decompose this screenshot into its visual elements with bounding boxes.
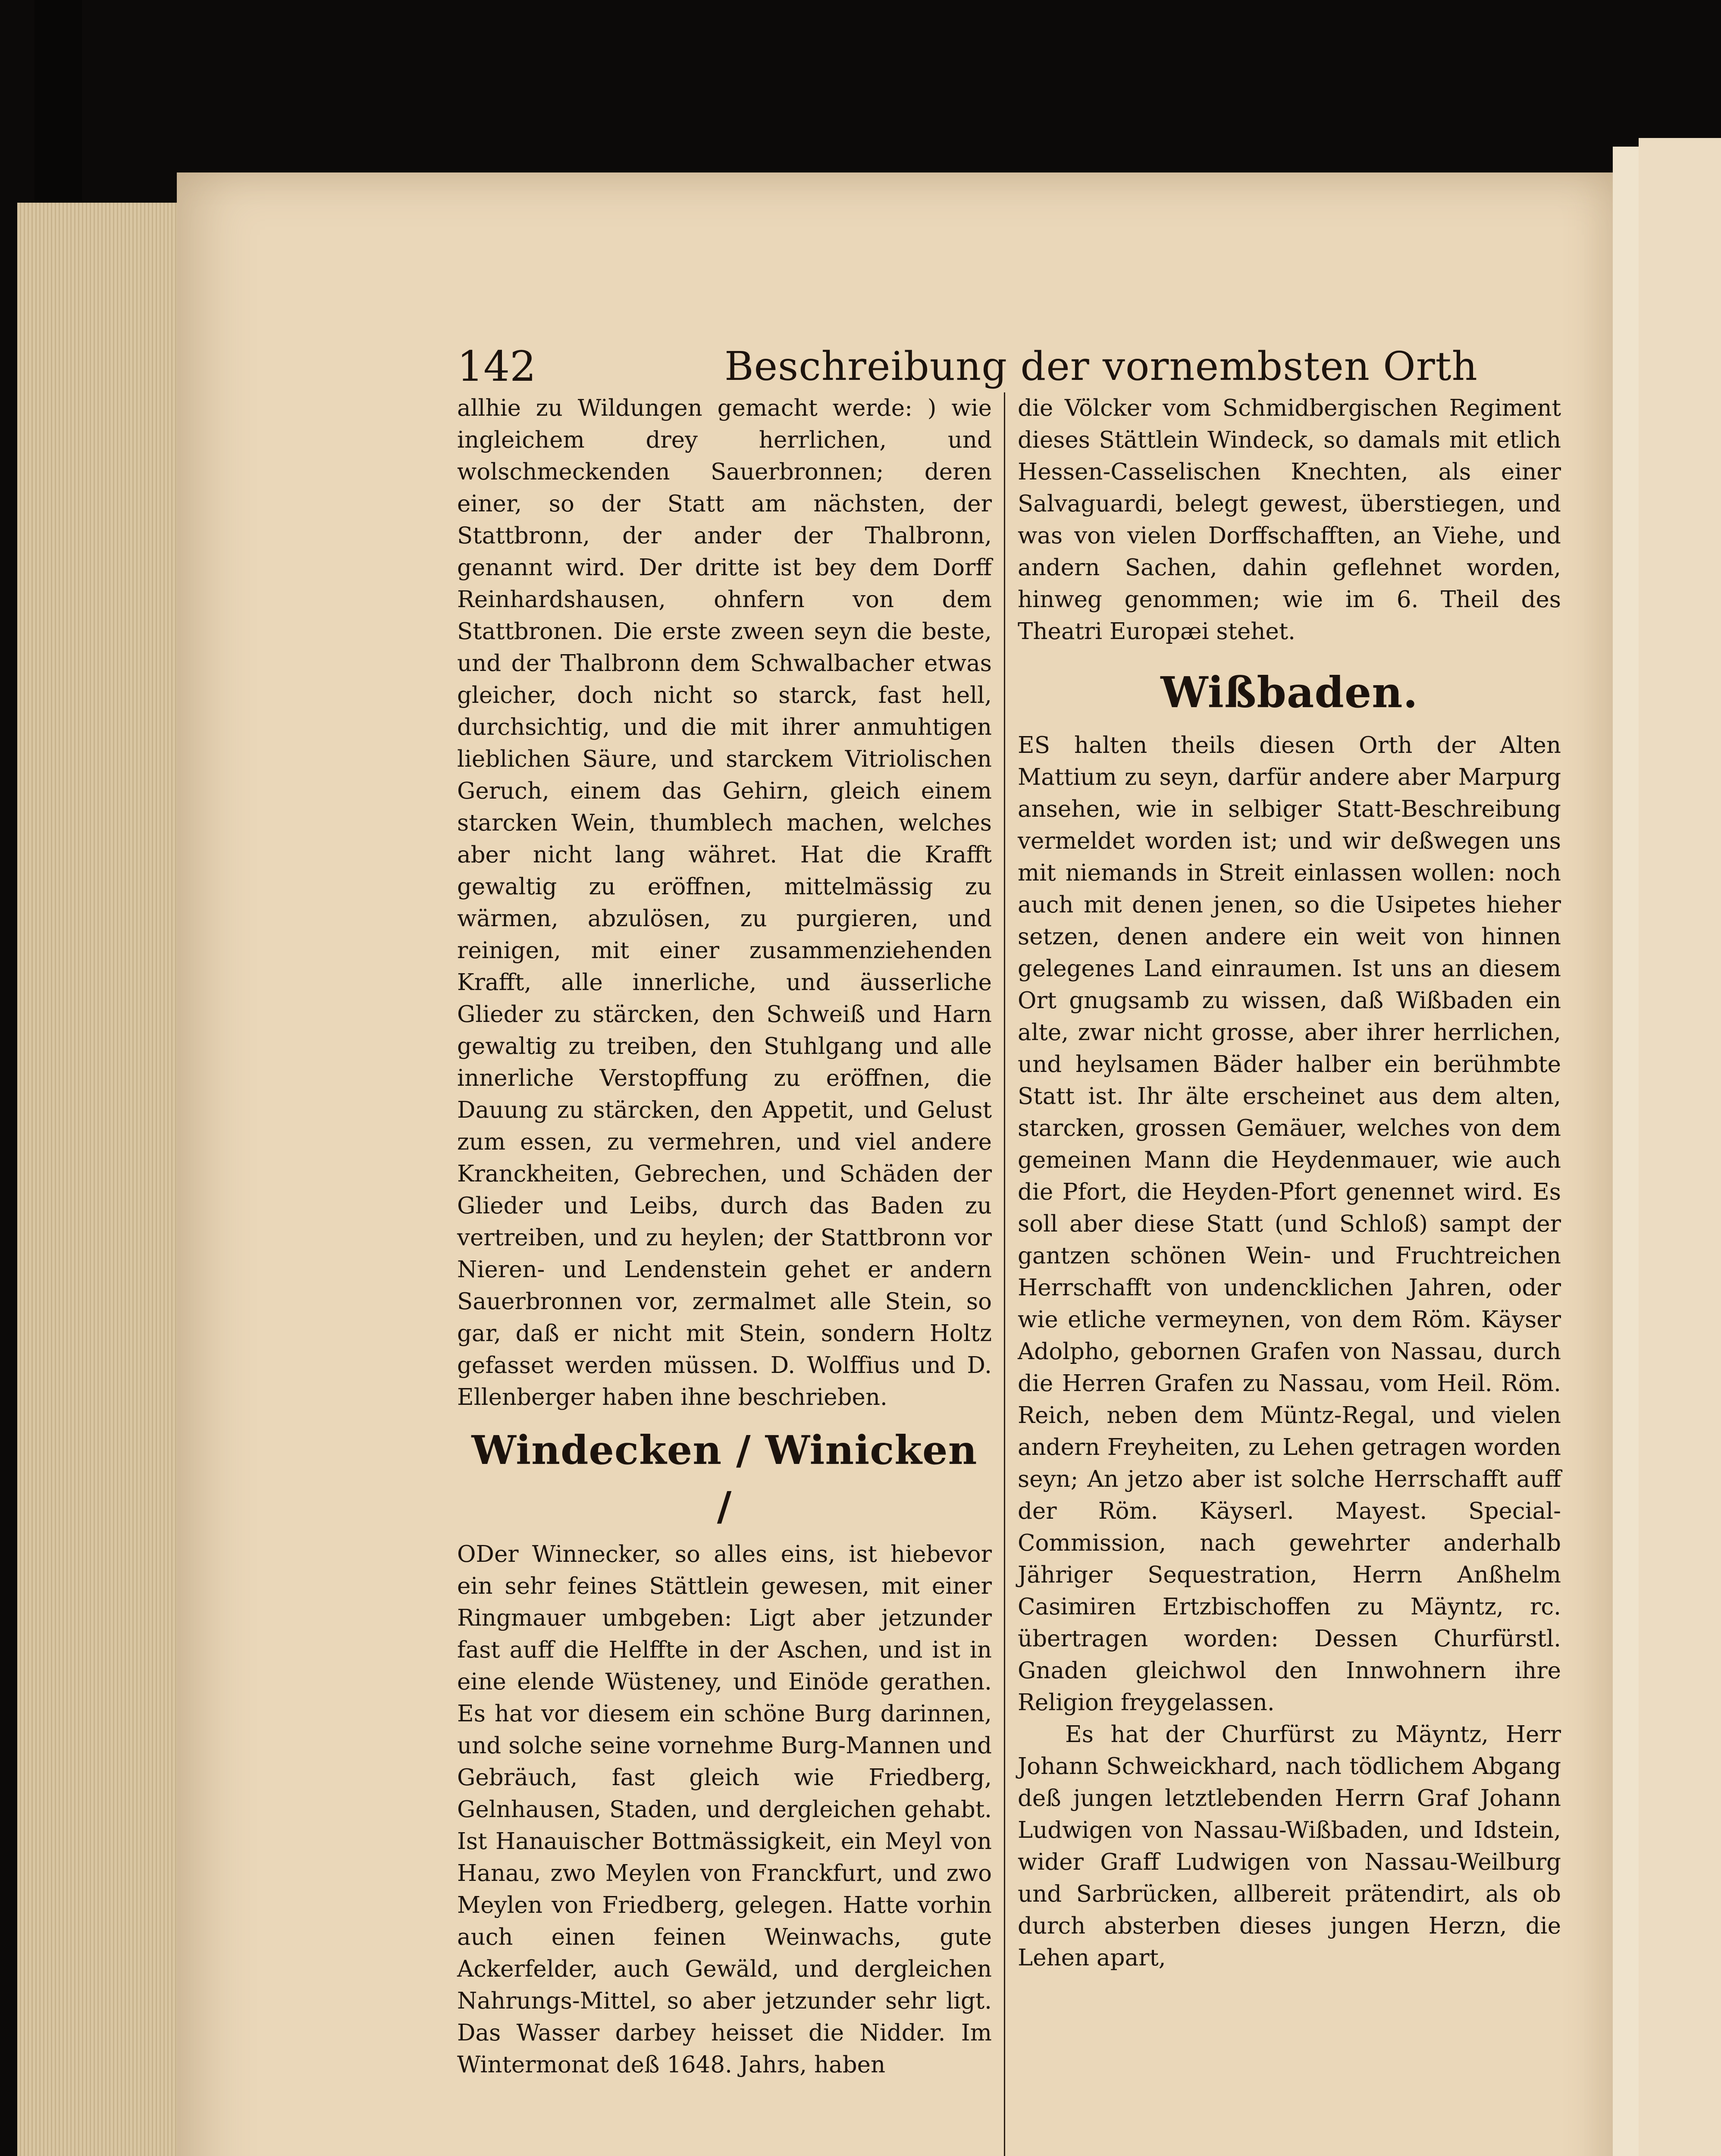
page-number: 142 [457,342,536,391]
page-edges-right [1613,147,1639,2156]
column-divider [1004,392,1005,2156]
right-column [1018,392,1561,1974]
page-edges-left [17,203,181,2156]
left-column [457,392,992,2081]
left-paragraph-2: ODer Winnecker, so alles eins, ist hiebevor ein sehr feines Stättlein gewesen, mit einer Ringmauer umbgeben: Ligt aber jetzunder fast auff die Helffte in der Aschen, und ist in eine elende Wüsteney, und Einöde gerathen. Es hat vor diesem ein schöne Burg darinnen, und solche seine vornehme Burg-Mannen und Gebräuch, fast gleich wie Friedberg, Gelnhausen, Staden, und dergleichen gehabt. Ist Hanauischer Bottmässigkeit, ein Meyl von Hanau, zwo Meylen von Franckfurt, und zwo Meylen von Friedberg, gelegen. Hatte vorhin auch einen feinen Weinwachs, gute Ackerfelder, auch Gewäld, und dergleichen Nahrungs-Mittel, so aber jetzunder sehr ligt. Das Wasser darbey heisset die Nidder. Im Wintermonat deß 1648. Jahrs, haben [457,1541,992,2078]
page-header [457,341,1561,392]
right-paragraph-3: Es hat der Churfürst zu Mäyntz, Herr Johann Schweickhard, nach tödlichem Abgang deß jungen letztlebenden Herrn Graf Johann Ludwigen von Nassau-Wißbaden, und Idstein, wider Graff Ludwigen von Nassau-Weilburg und Sarbrücken, allbereit prätendirt, als ob durch absterben dieses jungen Herzn, die Lehen apart, [1018,1721,1561,1971]
facing-page-edge [1639,138,1721,2156]
running-head: Beschreibung der vornembsten Orth [724,343,1478,389]
section-heading-windecken: Windecken / Winicken / [471,1427,978,1529]
right-paragraph-1: die Völcker vom Schmidbergischen Regiment dieses Stättlein Windeck, so damals mit etlich Hessen-Casselischen Knechten, als einer Salvaguardi, belegt gewest, überstiegen, und was von vielen Dorffschafften, an Viehe, und andern Sachen, dahin geflehnet worden, hinweg genommen; wie im 6. Theil des Theatri Europæi stehet. [1018,395,1561,645]
section-heading-wissbaden: Wißbaden. [1160,668,1418,718]
right-paragraph-2: ES halten theils diesen Orth der Alten Mattium zu seyn, darfür andere aber Marpurg ansehen, wie in selbiger Statt-Beschreibung vermeldet worden ist; und wir deßwegen uns mit niemands in Streit einlassen wollen: noch auch mit denen jenen, so die Usipetes hieher setzen, denen andere ein weit von hinnen gelegenes Land einraumen. Ist uns an diesem Ort gnugsamb zu wissen, daß Wißbaden ein alte, zwar nicht grosse, aber ihrer herrlichen, und heylsamen Bäder halber ein berühmbte Statt ist. Ihr älte erscheinet aus dem alten, starcken, grossen Gemäuer, welches von dem gemeinen Mann die Heydenmauer, wie auch die Pfort, die Heyden-Pfort genennet wird. Es soll aber diese Statt (und Schloß) sampt der gantzen schönen Wein- und Fruchtreichen Herrschafft von undencklichen Jahren, oder wie etliche vermeynen, von dem Röm. Käyser Adolpho, gebornen Grafen von Nassau, durch die Herren Grafen zu Nassau, vom Heil. Röm. Reich, neben dem Müntz-Regal, und vielen andern Freyheiten, zu Lehen getragen worden seyn; An jetzo aber ist solche Herrschafft auff der Röm. Käyserl. Mayest. Special-Commission, nach gewehrter anderhalb Jähriger Sequestration, Herrn Anßhelm Casimiren Ertzbischoffen zu Mäyntz, rc. übertragen worden: Dessen Churfürstl. Gnaden gleichwol den Innwohnern ihre Religion freygelassen. [1018,732,1561,1716]
left-paragraph-1: allhie zu Wildungen gemacht werde: ) wie ingleichem drey herrlichen, und wolschmeckenden Sauerbronnen; deren einer, so der Statt am nächsten, der Stattbronn, der ander der Thalbronn, genannt wird. Der dritte ist bey dem Dorff Reinhardshausen, ohnfern von dem Stattbronen. Die erste zween seyn die beste, und der Thalbronn dem Schwalbacher etwas gleicher, doch nicht so starck, fast hell, durchsichtig, und die mit ihrer anmuhtigen lieblichen Säure, und starckem Vitriolischen Geruch, einem das Gehirn, gleich einem starcken Wein, thumblech machen, welches aber nicht lang währet. Hat die Krafft gewaltig zu eröffnen, mittelmässig zu wärmen, abzulösen, zu purgieren, und reinigen, mit einer zusammenziehenden Krafft, alle innerliche, und äusserliche Glieder zu stärcken, den Schweiß und Harn gewaltig zu treiben, den Stuhlgang und alle innerliche Verstopffung zu eröffnen, die Dauung zu stärcken, den Appetit, und Gelust zum essen, zu vermehren, und viel andere Kranckheiten, Gebrechen, und Schäden der Glieder und Leibs, durch das Baden zu vertreiben, und zu heylen; der Stattbronn vor Nieren- und Lendenstein gehet er andern Sauerbronnen vor, zermalmet alle Stein, so gar, daß er nicht mit Stein, sondern Holtz gefasset werden müssen. D. Wolffius und D. Ellenberger haben ihne beschrieben. [457,395,992,1410]
